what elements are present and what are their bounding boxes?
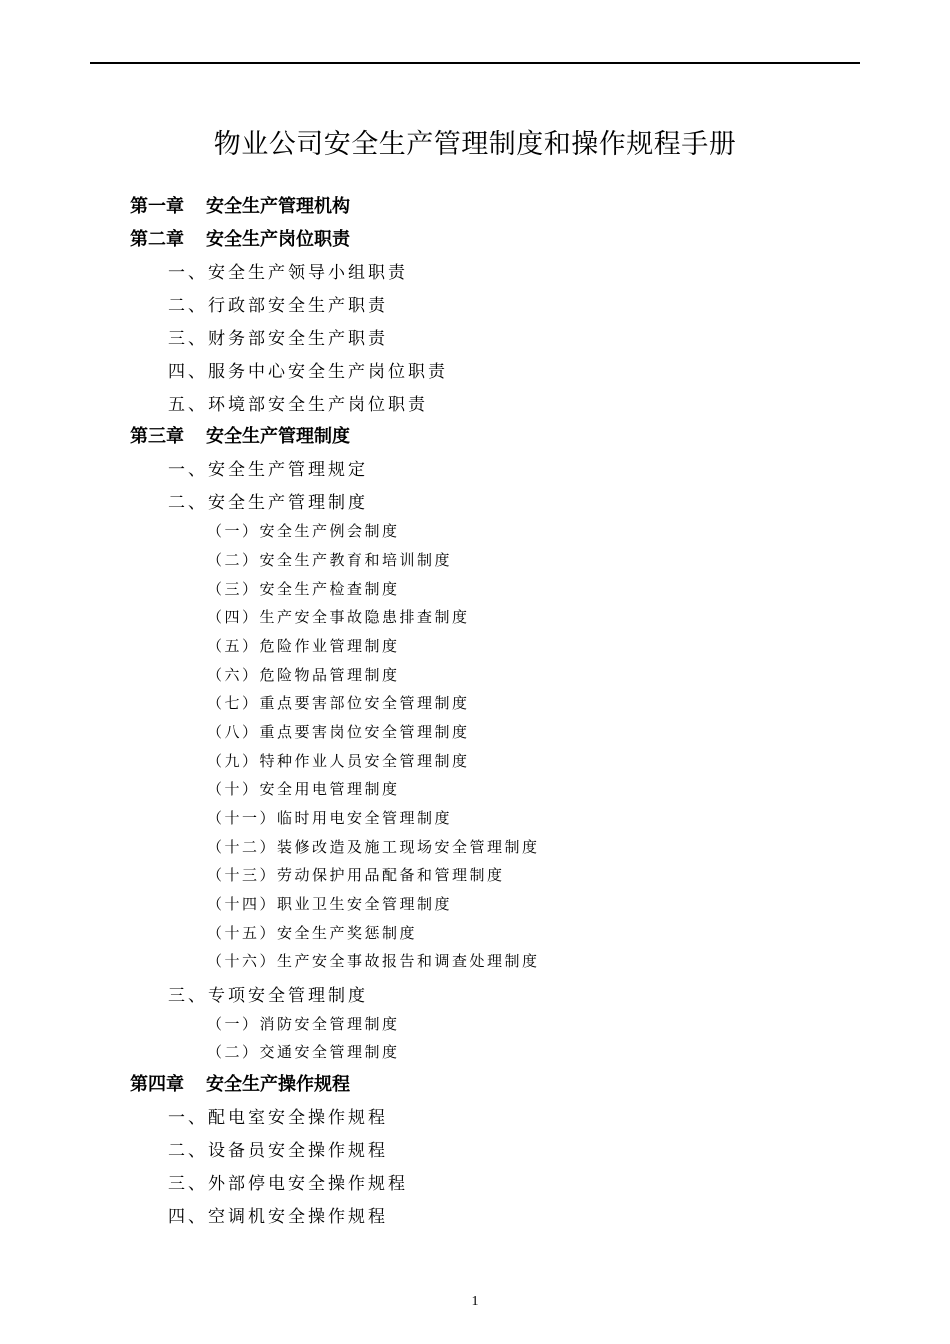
toc-section: 三、专项安全管理制度	[168, 986, 368, 1006]
toc-subsection: （一）安全生产例会制度	[207, 522, 400, 540]
toc-subsection: （五）危险作业管理制度	[207, 637, 400, 655]
document-title: 物业公司安全生产管理制度和操作规程手册	[213, 129, 737, 160]
chapter-title: 安全生产管理机构	[206, 196, 350, 217]
toc-section: 二、行政部安全生产职责	[168, 296, 388, 316]
chapter-title: 安全生产管理制度	[206, 426, 350, 447]
toc-section: 一、安全生产领导小组职责	[168, 263, 408, 283]
toc-subsection: （十一）临时用电安全管理制度	[207, 809, 453, 827]
toc-section: 二、设备员安全操作规程	[168, 1141, 388, 1161]
toc-chapter-2	[130, 225, 350, 251]
toc-section: 五、环境部安全生产岗位职责	[168, 395, 428, 415]
page-number: 1	[471, 1294, 479, 1309]
chapter-number: 第一章	[130, 196, 184, 217]
toc-subsection: （八）重点要害岗位安全管理制度	[207, 723, 470, 741]
toc-subsection: （三）安全生产检查制度	[207, 580, 400, 598]
toc-section: 二、安全生产管理制度	[168, 493, 368, 513]
chapter-number: 第二章	[130, 229, 184, 250]
toc-subsection: （十五）安全生产奖惩制度	[207, 924, 418, 942]
toc-section: 四、服务中心安全生产岗位职责	[168, 362, 448, 382]
toc-subsection: （二）安全生产教育和培训制度	[207, 551, 453, 569]
chapter-title: 安全生产操作规程	[206, 1074, 350, 1095]
toc-subsection: （二）交通安全管理制度	[207, 1043, 400, 1061]
toc-subsection: （十）安全用电管理制度	[207, 780, 400, 798]
toc-subsection: （十六）生产安全事故报告和调查处理制度	[207, 952, 540, 970]
toc-section: 一、配电室安全操作规程	[168, 1108, 388, 1128]
toc-subsection: （七）重点要害部位安全管理制度	[207, 694, 470, 712]
chapter-number: 第三章	[130, 426, 184, 447]
chapter-title: 安全生产岗位职责	[206, 229, 350, 250]
toc-subsection: （十四）职业卫生安全管理制度	[207, 895, 453, 913]
toc-subsection: （十三）劳动保护用品配备和管理制度	[207, 866, 505, 884]
chapter-number: 第四章	[130, 1074, 184, 1095]
toc-subsection: （九）特种作业人员安全管理制度	[207, 752, 470, 770]
toc-subsection: （一）消防安全管理制度	[207, 1015, 400, 1033]
toc-chapter-4	[130, 1070, 350, 1096]
toc-subsection: （六）危险物品管理制度	[207, 666, 400, 684]
toc-section: 四、空调机安全操作规程	[168, 1207, 388, 1227]
toc-section: 三、财务部安全生产职责	[168, 329, 388, 349]
toc-chapter-3	[130, 422, 350, 448]
toc-subsection: （四）生产安全事故隐患排查制度	[207, 608, 470, 626]
toc-section: 三、外部停电安全操作规程	[168, 1174, 408, 1194]
toc-section: 一、安全生产管理规定	[168, 460, 368, 480]
toc-chapter-1	[130, 192, 350, 218]
header-rule	[90, 62, 860, 64]
toc-subsection: （十二）装修改造及施工现场安全管理制度	[207, 838, 540, 856]
